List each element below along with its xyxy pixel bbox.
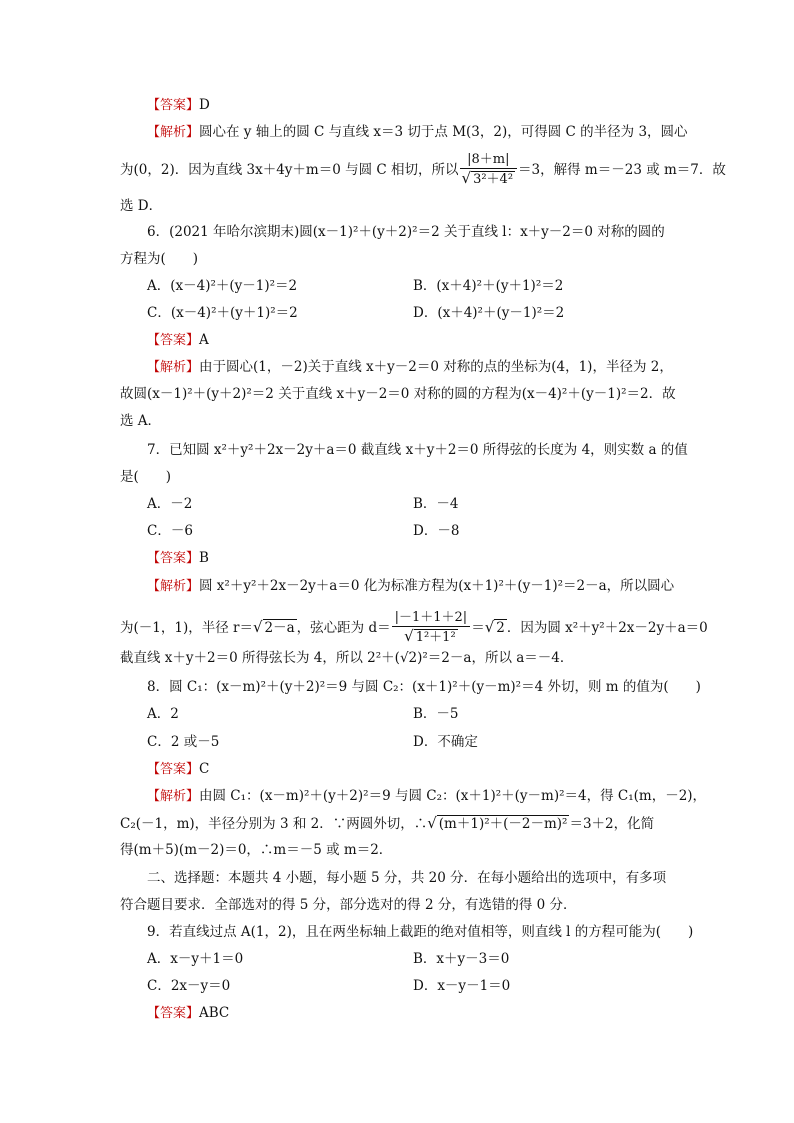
sqrt-icon: √ [404,627,414,645]
radicand: (m＋1)²＋(－2－m)² [438,816,568,832]
q8-answer-line [147,759,209,780]
analysis-text: ，弦心距为 d＝ [296,620,391,636]
answer-tag: 【答案】 [147,762,200,777]
q7-option-b: B．－4 [413,496,459,512]
analysis-tag: 【解析】 [147,360,200,375]
answer-value: C [199,761,210,777]
radicand: 2 [496,620,505,636]
q8-analysis-line-1 [147,786,706,807]
fraction-numerator: |－1＋1＋2| [392,610,471,627]
fraction-numerator: |8＋m| [460,152,518,169]
q7-analysis-line-1 [147,576,674,597]
analysis-text: 为(－1，1)，半径 r＝ [120,620,253,636]
answer-value: A [199,332,209,348]
answer-tag: 【答案】 [147,98,200,113]
sqrt-icon: √ [252,618,263,636]
analysis-text: 圆 x²＋y²＋2x－2y＋a＝0 化为标准方程为(x＋1)²＋(y－1)²＝2－a，所以圆心 [199,578,675,594]
q9-stem: 9．若直线过点 A(1，2)，且在两坐标轴上截距的绝对值相等，则直线 l 的方程可能为( ) [147,924,694,940]
q8-analysis-line-2 [120,813,654,834]
q7-answer-line [147,548,209,569]
q7-option-a: A．－2 [147,496,193,512]
q8-stem-line-1: 8．圆 C₁：(x－m)²＋(y＋2)²＝9 与圆 C₂：(x＋1)²＋(y－m)²＝4 外切，则 m 的值为( ) [147,679,701,695]
sqrt-icon: √ [461,169,472,187]
fraction [392,610,471,647]
analysis-text: 由于圆心(1，－2)关于直线 x＋y－2＝0 对称的点的坐标为(4，1)，半径为 2， [199,359,673,375]
q8-option-c: C．2 或－5 [147,734,220,750]
q6-analysis-line-2: 故圆(x－1)²＋(y＋2)²＝2 关于直线 x＋y－2＝0 对称的圆的方程为(x－4)²＋(y－1)²＝2．故 [120,386,676,402]
q7-stem-line-1: 7．已知圆 x²＋y²＋2x－2y＋a＝0 截直线 x＋y＋2＝0 所得弦的长度为 4，则实数 a 的值 [147,442,688,458]
fraction-denominator: √ 3²＋4² [461,169,514,187]
q5-answer-line [147,95,210,116]
radicand: 2－a [264,620,295,636]
section2-line-1: 二、选择题：本题共 4 小题，每小题 5 分，共 20 分．在每小题给出的选项中，有多项 [147,870,667,886]
q8-option-d: D．不确定 [413,734,478,750]
answer-tag: 【答案】 [147,333,200,348]
q9-option-a: A．x－y＋1＝0 [147,951,244,967]
q9-option-b: B．x＋y－3＝0 [413,951,510,967]
analysis-tag: 【解析】 [147,579,200,594]
sqrt-icon: √ [484,618,495,636]
q6-option-c: C．(x－4)²＋(y＋1)²＝2 [147,305,298,321]
q8-option-b: B．－5 [413,706,459,722]
answer-value: ABC [199,1005,230,1021]
q5-analysis-line-3: 选 D． [120,198,163,214]
section2-line-2: 符合题目要求．全部选对的得 5 分，部分选对的得 2 分，有选错的得 0 分． [120,897,577,913]
answer-tag: 【答案】 [147,551,200,566]
q6-stem-line-1: 6．(2021 年哈尔滨期末)圆(x－1)²＋(y＋2)²＝2 关于直线 l：x＋y－2＝0 对称的圆的 [147,224,665,240]
answer-value: D [199,97,210,113]
q6-answer-line [147,330,209,351]
fraction [460,152,518,189]
q7-option-c: C．－6 [147,523,193,539]
q7-stem-line-2: 是( ) [120,469,172,485]
q8-option-a: A．2 [147,706,179,722]
q6-analysis-line-3: 选 A． [120,413,162,429]
q6-option-d: D．(x＋4)²＋(y－1)²＝2 [413,305,565,321]
q9-answer-line [147,1003,229,1024]
analysis-text: ．因为圆 x²＋y²＋2x－2y＋a＝0 [506,620,708,636]
analysis-tag: 【解析】 [147,789,200,804]
analysis-text: C₂(－1，m)，半径分别为 3 和 2．∵两圆外切，∴ [120,816,428,832]
q6-option-b: B．(x＋4)²＋(y＋1)²＝2 [413,278,564,294]
analysis-text: ＝3＋2，化简 [569,816,655,832]
fraction-denominator: √ 1²＋1² [404,627,456,645]
q9-option-d: D．x－y－1＝0 [413,978,511,994]
q8-analysis-line-3: 得(m＋5)(m－2)＝0，∴m＝－5 或 m＝2． [120,842,393,858]
analysis-text: ＝3，解得 m＝－23 或 m＝7．故 [518,162,726,178]
q7-analysis-line-3: 截直线 x＋y＋2＝0 所得弦长为 4，所以 2²＋(√2)²＝2－a，所以 a＝－4． [120,650,574,666]
analysis-text: 由圆 C₁：(x－m)²＋(y＋2)²＝9 与圆 C₂：(x＋1)²＋(y－m)²＝4，得 C₁(m，－2)， [199,788,707,804]
analysis-text: 圆心在 y 轴上的圆 C 与直线 x＝3 切于点 M(3，2)，可得圆 C 的半径为 3，圆心 [199,124,688,140]
answer-value: B [199,550,209,566]
analysis-tag: 【解析】 [147,125,200,140]
q6-stem-line-2: 方程为( ) [120,251,199,267]
q7-analysis-line-2: 为(－1，1)，半径 r＝√ 2－a ，弦心距为 d＝ $\frac{|-1+1+2|}{\text{√ 1²＋1²}}$ ＝√ 2 ．因为圆 x²＋y²＋2x－2y＋a＝0 [120,610,708,645]
q7-option-d: D．－8 [413,523,460,539]
q9-option-c: C．2x－y＝0 [147,978,231,994]
sqrt-icon: √ [427,814,437,832]
analysis-text: 为(0，2)．因为直线 3x＋4y＋m＝0 与圆 C 相切，所以 [120,162,459,178]
q5-analysis-line-1 [147,122,688,143]
q6-analysis-line-1 [147,357,673,378]
answer-tag: 【答案】 [147,1006,200,1021]
q5-analysis-line-2 [120,152,726,189]
q6-option-a: A．(x－4)²＋(y－1)²＝2 [147,278,298,294]
